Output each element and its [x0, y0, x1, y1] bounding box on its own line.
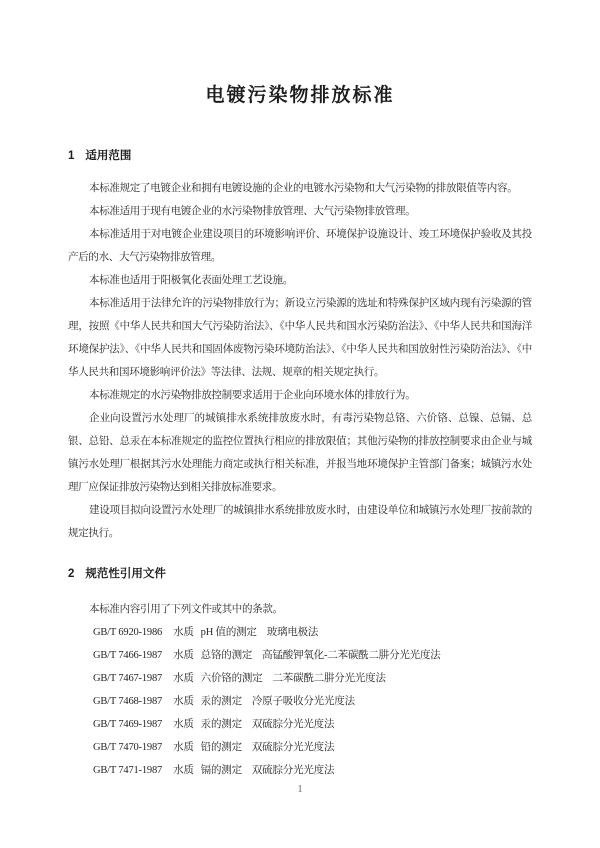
section-1-body: [68, 177, 532, 545]
reference-category: 水质: [173, 673, 194, 684]
reference-subject: pH 值的测定: [200, 627, 257, 638]
paragraph: 本标准适用于法律允许的污染物排放行为；新设立污染源的选址和特殊保护区域内现有污染源的管理，按照《中华人民共和国大气污染防治法》、《中华人民共和国水污染防治法》、《中华人民共和国海洋环境保护法》、《中华人民共和国固体废物污染环境防治法》、《中华人民共和国放射性污染防治法》、《中华人民共和国环境影响评价法》等法律、法规、规章的相关规定执行。: [68, 298, 532, 378]
reference-category: 水质: [173, 742, 194, 753]
reference-code: GB/T 7468-1987: [93, 696, 163, 707]
paragraph: 本标准适用于对电镀企业建设项目的环境影响评价、环境保护设施设计、竣工环境保护验收及其投产后的水、大气污染物排放管理。: [68, 229, 532, 263]
reference-method: 二苯碳酰二肼分光光度法: [272, 673, 386, 684]
section-1-title: 适用范围: [85, 150, 132, 162]
reference-item: [93, 644, 532, 667]
reference-subject: 铅的测定: [200, 742, 242, 753]
reference-method: 冷原子吸收分光光度法: [251, 696, 355, 707]
reference-code: GB/T 7470-1987: [93, 742, 163, 753]
reference-item: [93, 736, 532, 759]
reference-subject: 总铬的测定: [200, 650, 253, 661]
paragraph: 企业向设置污水处理厂的城镇排水系统排放废水时，有毒污染物总铬、六价铬、总镍、总镉、总银、总铅、总汞在本标准规定的监控位置执行相应的排放限值；其他污染物的排放控制要求由企业与城镇污水处理厂根据其污水处理能力商定或执行相关标准，并报当地环境保护主管部门备案；城镇污水处理厂应保证排放污染物达到相关排放标准要求。: [68, 413, 532, 493]
reference-subject: 六价铬的测定: [200, 673, 263, 684]
reference-method: 双硫腙分光光度法: [251, 742, 335, 753]
reference-subject: 镉的测定: [200, 765, 242, 776]
section-1-heading: [68, 149, 532, 164]
reference-method: 玻璃电极法: [266, 627, 319, 638]
reference-method: 高锰酸钾氧化-二苯碳酰二肼分光光度法: [262, 650, 441, 661]
reference-code: GB/T 7469-1987: [93, 719, 163, 730]
reference-method: 双硫腙分光光度法: [251, 765, 335, 776]
section-1-number: 1: [68, 150, 75, 162]
section-2-intro: 本标准内容引用了下列文件或其中的条款。: [89, 604, 283, 615]
reference-category: 水质: [173, 765, 194, 776]
reference-code: GB/T 7471-1987: [93, 765, 163, 776]
reference-item: [93, 621, 532, 644]
reference-method: 双硫腙分光光度法: [251, 719, 335, 730]
reference-subject: 汞的测定: [200, 696, 242, 707]
document-title: 电镀污染物排放标准: [205, 85, 395, 106]
paragraph: 本标准也适用于阳极氧化表面处理工艺设施。: [89, 275, 293, 286]
paragraph: 本标准适用于现有电镀企业的水污染物排放管理、大气污染物排放管理。: [89, 206, 416, 217]
reference-item: [93, 759, 532, 782]
reference-code: GB/T 7467-1987: [93, 673, 163, 684]
section-2-title: 规范性引用文件: [85, 568, 166, 580]
section-2-number: 2: [68, 568, 75, 580]
paragraph: 本标准规定了电镀企业和拥有电镀设施的企业的电镀水污染物和大气污染物的排放限值等内容。: [89, 183, 518, 194]
reference-code: GB/T 6920-1986: [93, 627, 163, 638]
section-2-heading: [68, 567, 532, 582]
reference-category: 水质: [173, 719, 194, 730]
reference-category: 水质: [173, 696, 194, 707]
reference-category: 水质: [173, 627, 194, 638]
reference-code: GB/T 7466-1987: [93, 650, 163, 661]
paragraph: 本标准规定的水污染物排放控制要求适用于企业向环境水体的排放行为。: [89, 390, 416, 401]
paragraph: 建设项目拟向设置污水处理厂的城镇排水系统排放废水时，由建设单位和城镇污水处理厂按前款的规定执行。: [68, 505, 532, 539]
reference-item: [93, 690, 532, 713]
reference-item: [93, 667, 532, 690]
reference-subject: 汞的测定: [200, 719, 242, 730]
reference-category: 水质: [173, 650, 194, 661]
reference-item: [93, 713, 532, 736]
page-number: 1: [297, 783, 303, 795]
reference-list: [68, 621, 532, 782]
